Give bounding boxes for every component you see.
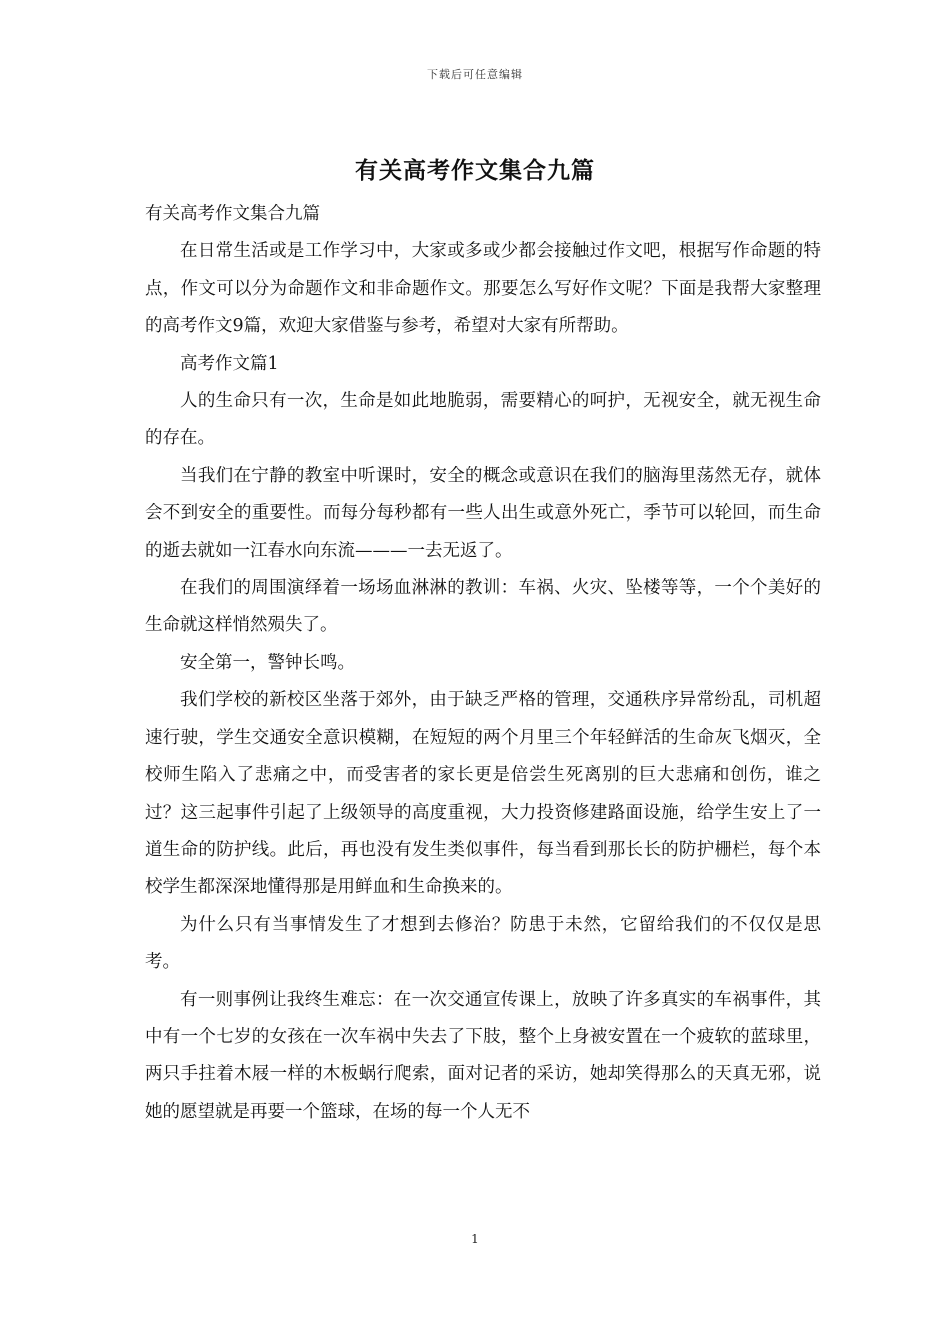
paragraph-intro: 在日常生活或是工作学习中，大家或多或少都会接触过作文吧，根据写作命题的特点，作文可以分为命题作文和非命题作文。那要怎么写好作文呢？下面是我帮大家整理的高考作文9篇，欢迎大家借鉴与参考，希望对大家有所帮助。 bbox=[145, 241, 821, 337]
page-number: 1 bbox=[471, 1232, 479, 1246]
paragraph: 在我们的周围演绎着一场场血淋淋的教训：车祸、火灾、坠楼等等，一个个美好的生命就这样悄然殒失了。 bbox=[145, 578, 821, 636]
page-header-note: 下载后可任意编辑 bbox=[427, 68, 523, 81]
paragraph: 有一则事例让我终生难忘：在一次交通宣传课上，放映了许多真实的车祸事件，其中有一个七岁的女孩在一次车祸中失去了下肢，整个上身被安置在一个疲软的蓝球里，两只手拄着木屐一样的木板蜗行爬索，面对记者的采访，她却笑得那么的天真无邪，说她的愿望就是再要一个篮球，在场的每一个人无不 bbox=[145, 989, 821, 1122]
document-subtitle: 有关高考作文集合九篇 bbox=[145, 204, 320, 224]
document-title: 有关高考作文集合九篇 bbox=[355, 157, 595, 184]
paragraph: 为什么只有当事情发生了才想到去修治？防患于未然，它留给我们的不仅仅是思考。 bbox=[145, 914, 821, 973]
section-heading-essay-1: 高考作文篇1 bbox=[180, 353, 279, 374]
paragraph: 人的生命只有一次，生命是如此地脆弱，需要精心的呵护，无视安全，就无视生命的存在。 bbox=[145, 391, 821, 449]
paragraph: 当我们在宁静的教室中听课时，安全的概念或意识在我们的脑海里荡然无存，就体会不到安全的重要性。而每分每秒都有一些人出生或意外死亡，季节可以轮回，而生命的逝去就如一江春水向东流———一去无返了。 bbox=[145, 465, 821, 561]
document-body bbox=[145, 196, 821, 1131]
paragraph: 安全第一，警钟长鸣。 bbox=[180, 652, 355, 673]
paragraph: 我们学校的新校区坐落于郊外，由于缺乏严格的管理，交通秩序异常纷乱，司机超速行驶，学生交通安全意识模糊，在短短的两个月里三个年轻鲜活的生命灰飞烟灭，全校师生陷入了悲痛之中，而受害者的家长更是倍尝生死离别的巨大悲痛和创伤，谁之过？这三起事件引起了上级领导的高度重视，大力投资修建路面设施，给学生安上了一道生命的防护线。此后，再也没有发生类似事件，每当看到那长长的防护栅栏，每个本校学生都深深地懂得那是用鲜血和生命换来的。 bbox=[145, 690, 821, 898]
